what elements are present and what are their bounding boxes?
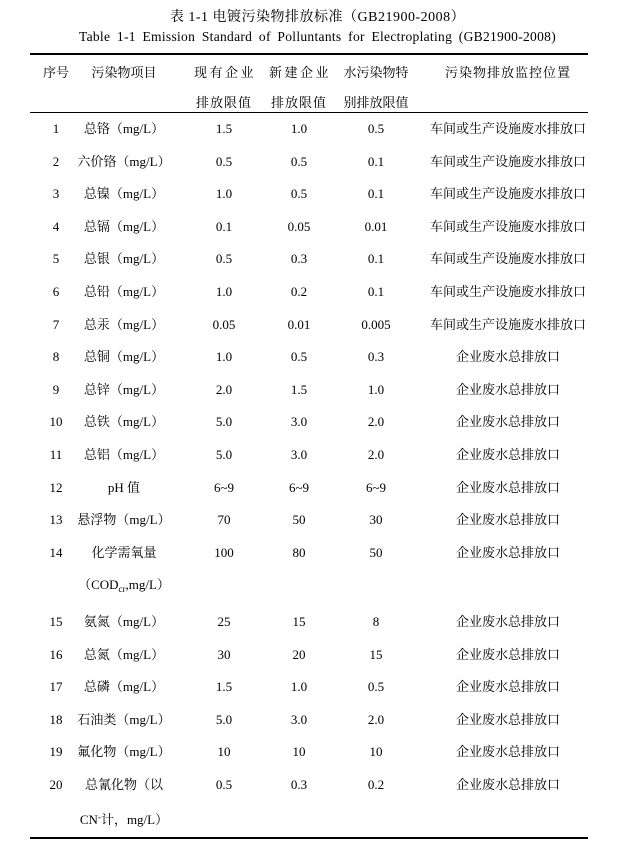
existing-limit: 25 (217, 613, 231, 629)
pollutant-item: 总氰化物（以 CN-计，mg/L） (79, 776, 169, 828)
existing-limit: 5.0 (215, 414, 233, 430)
pollutant-item: 总镉（mg/L） (83, 218, 165, 234)
table-row (30, 504, 588, 537)
special-limit: 0.1 (367, 251, 385, 267)
monitoring-location: 企业废水总排放口 (455, 381, 560, 397)
special-limit: 50 (369, 544, 383, 560)
header-new-enterprise-line1: 新建企业 (269, 65, 332, 80)
new-limit: 0.5 (290, 349, 308, 365)
table-row (30, 309, 588, 342)
special-limit: 0.1 (367, 186, 385, 202)
new-limit: 3.0 (290, 414, 308, 430)
new-limit: 0.3 (290, 776, 308, 792)
row-no: 12 (49, 479, 63, 495)
table-row (30, 211, 588, 244)
existing-limit: 5.0 (215, 446, 233, 462)
new-limit: 6~9 (288, 479, 310, 495)
special-limit: 30 (369, 512, 383, 528)
new-limit: 80 (292, 544, 306, 560)
new-limit: 1.0 (290, 121, 308, 136)
monitoring-location: 企业废水总排放口 (455, 679, 560, 695)
special-limit: 0.5 (367, 679, 385, 695)
new-limit: 0.5 (290, 153, 308, 169)
table-row (30, 736, 588, 769)
table-row (30, 178, 588, 211)
new-limit: 0.5 (290, 186, 308, 202)
special-limit: 0.01 (364, 218, 388, 234)
header-monitoring-location: 污染物排放监控位置 (444, 65, 571, 80)
pollutant-item: 总铬（mg/L） (83, 121, 165, 136)
monitoring-location: 车间或生产设施废水排放口 (429, 218, 586, 234)
row-no: 11 (49, 446, 63, 462)
monitoring-location: 企业废水总排放口 (455, 349, 560, 365)
pollutant-item: 总氮（mg/L） (83, 646, 165, 662)
table-row (30, 606, 588, 639)
monitoring-location: 企业废水总排放口 (455, 544, 560, 560)
special-limit: 2.0 (367, 414, 385, 430)
monitoring-location: 车间或生产设施废水排放口 (429, 153, 586, 169)
special-limit: 6~9 (365, 479, 387, 495)
pollutant-item: 总磷（mg/L） (83, 679, 165, 695)
header-pollutant-item: 污染物项目 (91, 65, 157, 80)
header-special-limit-line1: 水污染物特 (343, 65, 409, 80)
header-no: 序号 (42, 65, 69, 80)
special-limit: 8 (372, 613, 380, 629)
pollutant-item: 总铅（mg/L） (83, 283, 165, 299)
row-no: 10 (49, 414, 63, 430)
row-no: 14 (49, 544, 63, 560)
existing-limit: 0.1 (215, 218, 233, 234)
pollutant-item: 总银（mg/L） (83, 251, 165, 267)
row-no: 1 (52, 121, 60, 136)
existing-limit: 30 (217, 646, 231, 662)
existing-limit: 10 (217, 744, 231, 760)
pollutant-item: 总汞（mg/L） (83, 316, 165, 332)
new-limit: 0.3 (290, 251, 308, 267)
monitoring-location: 车间或生产设施废水排放口 (429, 316, 586, 332)
monitoring-location: 车间或生产设施废水排放口 (429, 251, 586, 267)
table-caption-english: Table 1-1 Emission Standard of Polluntants for Electroplating (GB21900-2008) (78, 29, 557, 44)
row-no: 13 (49, 512, 63, 528)
special-limit: 0.005 (361, 316, 391, 332)
row-no: 7 (52, 316, 60, 332)
new-limit: 0.05 (287, 218, 311, 234)
monitoring-location: 企业废水总排放口 (455, 776, 560, 792)
existing-limit: 6~9 (213, 479, 235, 495)
pollutant-item: 石油类（mg/L） (77, 711, 171, 727)
monitoring-location: 企业废水总排放口 (455, 479, 560, 495)
pollutant-item: pH 值 (107, 479, 141, 495)
existing-limit: 5.0 (215, 711, 233, 727)
table-row (30, 704, 588, 737)
existing-limit: 1.0 (215, 283, 233, 299)
new-limit: 20 (292, 646, 306, 662)
monitoring-location: 车间或生产设施废水排放口 (429, 186, 586, 202)
special-limit: 10 (369, 744, 383, 760)
table-row (30, 769, 588, 837)
new-limit: 1.5 (290, 381, 308, 397)
monitoring-location: 企业废水总排放口 (455, 446, 560, 462)
header-existing-enterprise-line1: 现有企业 (194, 65, 257, 80)
monitoring-location: 车间或生产设施废水排放口 (429, 283, 586, 299)
special-limit: 2.0 (367, 711, 385, 727)
row-no: 6 (52, 283, 60, 299)
pollutant-item: 化学需氧量 $(COD_{cr},mg/L)$ (78, 544, 170, 595)
monitoring-location: 企业废水总排放口 (455, 711, 560, 727)
header-new-enterprise-line2: 排放限值 (270, 95, 327, 110)
monitoring-location: 企业废水总排放口 (455, 744, 560, 760)
existing-limit: 0.05 (212, 316, 236, 332)
pollutant-item: 氟化物（mg/L） (77, 744, 171, 760)
table-caption-chinese: 表 1-1 电镀污染物排放标准（GB21900-2008） (169, 10, 466, 25)
existing-limit: 1.0 (215, 349, 233, 365)
row-no: 5 (52, 251, 60, 267)
row-no: 20 (49, 776, 63, 792)
pollutant-item: 总镍（mg/L） (83, 186, 165, 202)
existing-limit: 0.5 (215, 251, 233, 267)
existing-limit: 100 (214, 544, 234, 560)
table-row (30, 537, 588, 606)
existing-limit: 70 (217, 512, 231, 528)
pollutant-item: 六价铬（mg/L） (77, 153, 171, 169)
row-no: 17 (49, 679, 63, 695)
new-limit: 1.0 (290, 679, 308, 695)
new-limit: 3.0 (290, 711, 308, 727)
pollutant-item: 氨氮（mg/L） (83, 613, 165, 629)
table-row (30, 472, 588, 505)
row-no: 8 (52, 349, 60, 365)
new-limit: 3.0 (290, 446, 308, 462)
table-row (30, 374, 588, 407)
table-row (30, 406, 588, 439)
row-no: 4 (52, 218, 60, 234)
row-no: 3 (52, 186, 60, 202)
pollutant-item: 总铜（mg/L） (83, 349, 165, 365)
special-limit: 0.1 (367, 283, 385, 299)
table-row (30, 639, 588, 672)
new-limit: 10 (292, 744, 306, 760)
monitoring-location: 企业废水总排放口 (455, 414, 560, 430)
table-row (30, 113, 588, 146)
new-limit: 15 (292, 613, 306, 629)
new-limit: 0.01 (287, 316, 311, 332)
new-limit: 50 (292, 512, 306, 528)
existing-limit: 1.5 (215, 679, 233, 695)
special-limit: 0.2 (367, 776, 385, 792)
monitoring-location: 车间或生产设施废水排放口 (429, 121, 586, 136)
special-limit: 15 (369, 646, 383, 662)
table-row (30, 276, 588, 309)
special-limit: 1.0 (367, 381, 385, 397)
monitoring-location: 企业废水总排放口 (455, 512, 560, 528)
row-no: 19 (49, 744, 63, 760)
row-no: 15 (49, 613, 63, 629)
row-no: 16 (49, 646, 63, 662)
existing-limit: 1.0 (215, 186, 233, 202)
pollutant-item: 悬浮物（mg/L） (77, 512, 171, 528)
emission-standards-table (30, 53, 588, 839)
existing-limit: 0.5 (215, 776, 233, 792)
row-no: 9 (52, 381, 60, 397)
special-limit: 0.1 (367, 153, 385, 169)
pollutant-item: 总铝（mg/L） (83, 446, 165, 462)
existing-limit: 1.5 (215, 121, 233, 136)
table-row (30, 341, 588, 374)
row-no: 2 (52, 153, 60, 169)
existing-limit: 2.0 (215, 381, 233, 397)
special-limit: 0.3 (367, 349, 385, 365)
new-limit: 0.2 (290, 283, 308, 299)
header-special-limit-line2: 别排放限值 (343, 95, 409, 110)
special-limit: 2.0 (367, 446, 385, 462)
table-row (30, 439, 588, 472)
row-no: 18 (49, 711, 63, 727)
existing-limit: 0.5 (215, 153, 233, 169)
table-body (30, 113, 588, 837)
header-existing-enterprise-line2: 排放限值 (195, 95, 252, 110)
monitoring-location: 企业废水总排放口 (455, 613, 560, 629)
pollutant-item: 总锌（mg/L） (83, 381, 165, 397)
monitoring-location: 企业废水总排放口 (455, 646, 560, 662)
table-row (30, 243, 588, 276)
table-header (30, 55, 588, 113)
pollutant-item: 总铁（mg/L） (83, 414, 165, 430)
table-row (30, 671, 588, 704)
table-row (30, 146, 588, 179)
special-limit: 0.5 (367, 121, 385, 136)
